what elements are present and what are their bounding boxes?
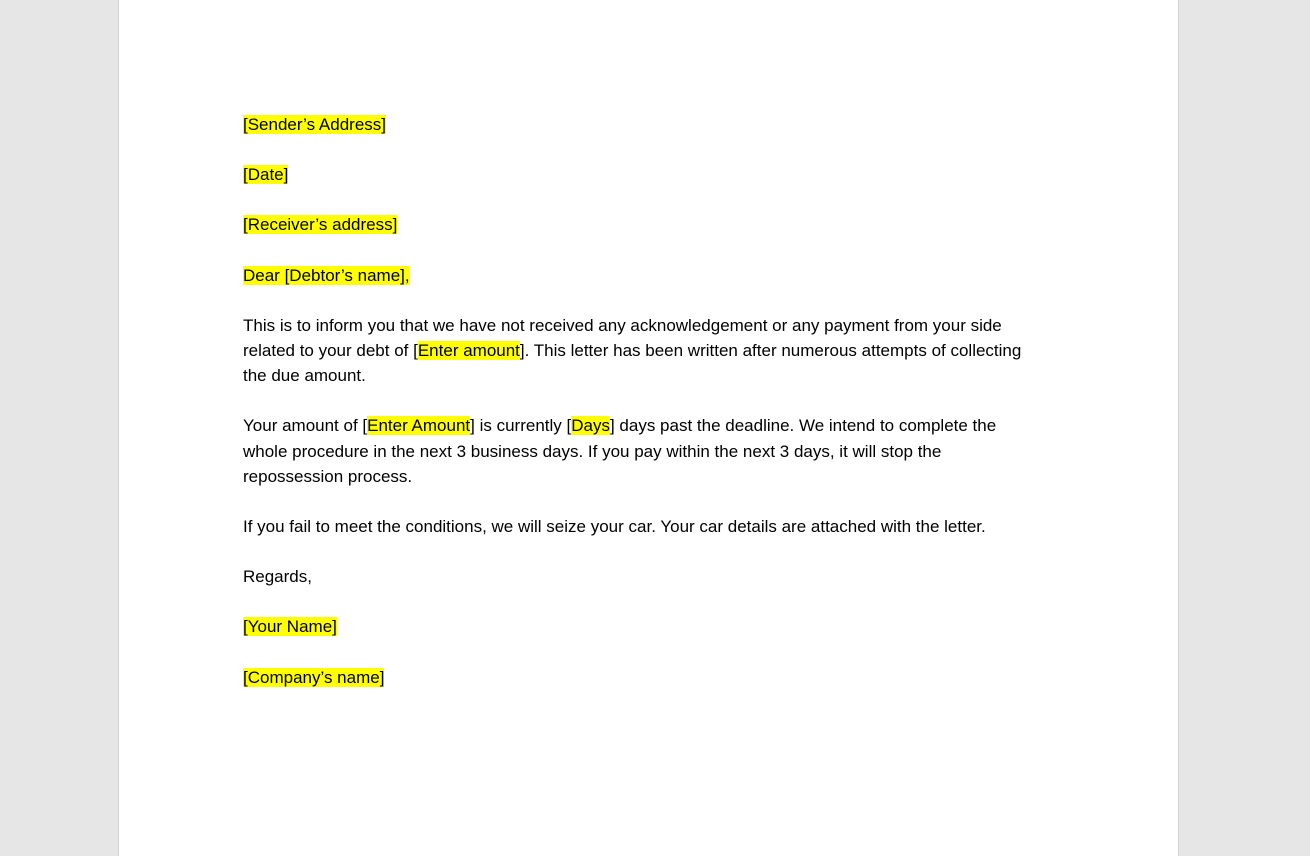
receiver-address-line — [243, 212, 1043, 237]
days-placeholder: Days — [571, 416, 610, 436]
paragraph-debt-notice-text-2: ]. This letter has been written after numerous attempts of collecting the due amount. — [243, 341, 1027, 386]
date-placeholder: [Date] — [243, 165, 289, 185]
closing-line — [243, 564, 1043, 589]
your-name-placeholder: [Your Name] — [243, 617, 337, 637]
enter-amount-placeholder: Enter amount — [417, 341, 520, 361]
company-name-line — [243, 665, 1043, 690]
salutation-placeholder: Dear [Debtor’s name], — [243, 265, 410, 285]
paragraph-deadline-text-3: ] days past the deadline. We intend to complete the whole procedure in the next 3 business days. If you pay within the next 3 days, it will stop the repossession process. — [243, 416, 1001, 486]
sender-address-line — [243, 112, 1043, 137]
your-name-line — [243, 614, 1043, 639]
letter-body — [243, 112, 1043, 715]
salutation-line — [243, 263, 1043, 288]
paragraph-debt-notice-text-1: This is to inform you that we have not received any acknowledgement or any payment from your side related to your debt of [ — [243, 315, 1007, 361]
receiver-address-placeholder: [Receiver’s address] — [243, 215, 398, 235]
enter-amount-placeholder-2: Enter Amount — [367, 416, 471, 436]
paragraph-seizure-warning-text: If you fail to meet the conditions, we will seize your car. Your car details are attached with the letter. — [243, 517, 986, 537]
paragraph-debt-notice — [243, 313, 1043, 389]
closing-text: Regards, — [243, 567, 312, 587]
company-name-placeholder: [Company’s name] — [243, 667, 385, 687]
paragraph-deadline — [243, 413, 1043, 489]
paragraph-deadline-text-1: Your amount of [ — [243, 416, 368, 436]
document-page[interactable] — [118, 0, 1179, 856]
paragraph-seizure-warning — [243, 514, 1043, 539]
date-line — [243, 162, 1043, 187]
paragraph-deadline-text-2: ] is currently [ — [470, 416, 572, 436]
sender-address-placeholder: [Sender’s Address] — [243, 115, 387, 134]
